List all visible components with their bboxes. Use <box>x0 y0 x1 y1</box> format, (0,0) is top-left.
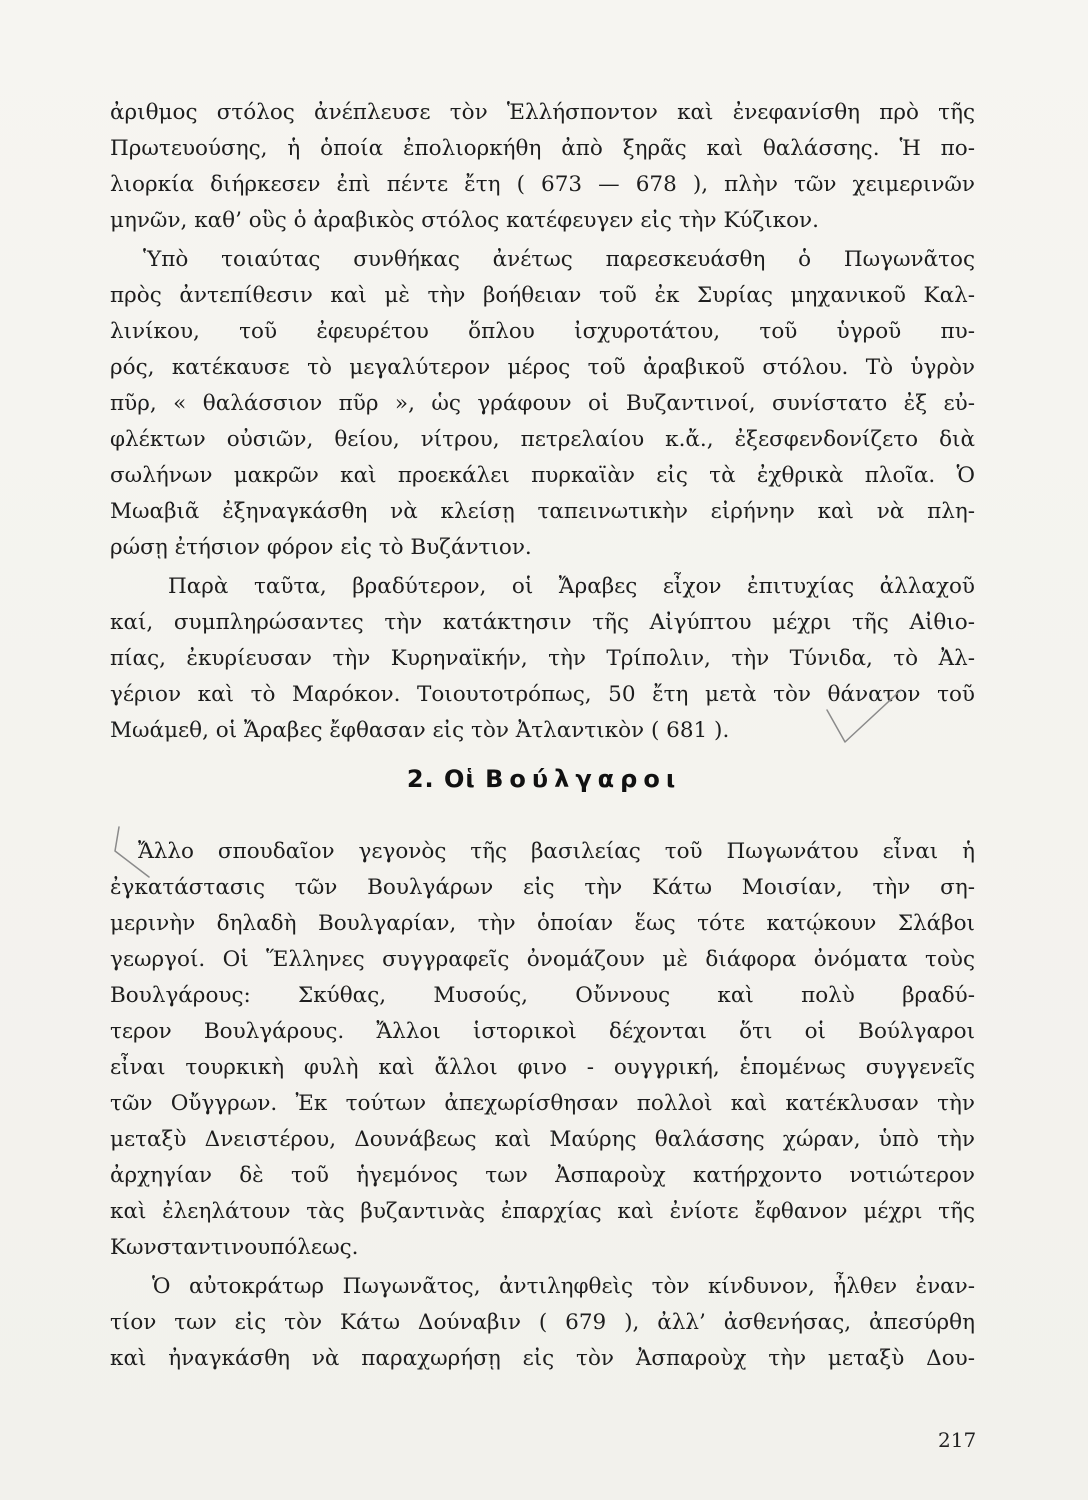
text-line: μηνῶν, καθ’ οὓς ὁ ἀραβικὸς στόλος κατέφευγεν εἰς τὴν Κύζικον. <box>110 208 819 233</box>
text-line: λιορκία διήρκεσεν ἐπὶ πέντε ἔτη ( 673 — 678 ), πλὴν τῶν χειμερινῶν <box>110 172 975 197</box>
section-number: 2. <box>406 765 435 793</box>
page-number: 217 <box>938 1428 977 1452</box>
section-heading <box>0 765 1088 793</box>
text-line: σωλήνων μακρῶν καὶ προεκάλει πυρκαϊὰν εἰς τὰ ἐχθρικὰ πλοῖα. Ὁ <box>110 463 975 488</box>
text-line: Παρὰ ταῦτα, βραδύτερον, οἱ Ἄραβες εἶχον ἐπιτυχίας ἀλλαχοῦ <box>168 574 975 599</box>
pencil-check-mark-icon <box>825 688 905 750</box>
text-line: Βουλγάρους: Σκύθας, Μυσούς, Οὔννους καὶ πολὺ βραδύ- <box>110 983 975 1008</box>
text-line: Ἄλλο σπουδαῖον γεγονὸς τῆς βασιλείας τοῦ Πωγωνάτου εἶναι ἡ <box>138 839 975 864</box>
text-line: Κωνσταντινουπόλεως. <box>110 1235 359 1260</box>
text-line: γέριον καὶ τὸ Μαρόκον. Τοιουτοτρόπως, 50 ἔτη μετὰ τὸν θάνατον τοῦ <box>110 682 975 707</box>
text-line: τερον Βουλγάρους. Ἄλλοι ἱστορικοὶ δέχονται ὅτι οἱ Βούλγαροι <box>110 1019 975 1044</box>
text-line: καί, συμπληρώσαντες τὴν κατάκτησιν τῆς Αἰγύπτου μέχρι τῆς Αἰθιο- <box>110 610 975 635</box>
text-line: Ὁ αὐτοκράτωρ Πωγωνᾶτος, ἀντιληφθεὶς τὸν κίνδυνον, ἦλθεν ἐναν- <box>152 1274 975 1299</box>
text-line: πρὸς ἀντεπίθεσιν καὶ μὲ τὴν βοήθειαν τοῦ ἐκ Συρίας μηχανικοῦ Καλ- <box>110 283 975 308</box>
pencil-margin-mark-icon <box>105 825 155 880</box>
text-line: λινίκου, τοῦ ἐφευρέτου ὅπλου ἰσχυροτάτου, τοῦ ὑγροῦ πυ- <box>110 319 975 344</box>
section-article: Οἱ <box>444 765 476 793</box>
text-line: τῶν Οὔγγρων. Ἐκ τούτων ἀπεχωρίσθησαν πολλοὶ καὶ κατέκλυσαν τὴν <box>110 1091 975 1116</box>
text-line: μερινὴν δηλαδὴ Βουλγαρίαν, τὴν ὁποίαν ἕως τότε κατῴκουν Σλάβοι <box>110 911 975 936</box>
text-line: τίον των εἰς τὸν Κάτω Δούναβιν ( 679 ), ἀλλ’ ἀσθενήσας, ἀπεσύρθη <box>110 1310 975 1335</box>
text-line: πίας, ἐκυρίευσαν τὴν Κυρηναϊκήν, τὴν Τρίπολιν, τὴν Τύνιδα, τὸ Ἀλ- <box>110 646 975 671</box>
text-line: πῦρ, « θαλάσσιον πῦρ », ὡς γράφουν οἱ Βυζαντινοί, συνίστατο ἐξ εὐ- <box>110 391 975 416</box>
text-line: εἶναι τουρκικὴ φυλὴ καὶ ἄλλοι φινο - ουγγρική, ἑπομένως συγγενεῖς <box>110 1055 975 1080</box>
text-line: ἐγκατάστασις τῶν Βουλγάρων εἰς τὴν Κάτω Μοισίαν, τὴν ση- <box>110 875 975 900</box>
text-line: Μωάμεθ, οἱ Ἄραβες ἔφθασαν εἰς τὸν Ἀτλαντικὸν ( 681 ). <box>110 718 730 743</box>
text-line: Πρωτευούσης, ἡ ὁποία ἐπολιορκήθη ἀπὸ ξηρᾶς καὶ θαλάσσης. Ἡ πο- <box>110 136 975 161</box>
text-line: καὶ ἠναγκάσθη νὰ παραχωρήσῃ εἰς τὸν Ἀσπαροὺχ τὴν μεταξὺ Δου- <box>110 1346 975 1371</box>
section-title: Βούλγαροι <box>485 765 682 793</box>
text-line: ἀριθμος στόλος ἀνέπλευσε τὸν Ἑλλήσποντον καὶ ἐνεφανίσθη πρὸ τῆς <box>110 100 975 125</box>
text-line: Μωαβιᾶ ἐξηναγκάσθη νὰ κλείσῃ ταπεινωτικὴν εἰρήνην καὶ νὰ πλη- <box>110 499 975 524</box>
text-line: μεταξὺ Δνειστέρου, Δουνάβεως καὶ Μαύρης θαλάσσης χώραν, ὑπὸ τὴν <box>110 1127 975 1152</box>
text-line: Ὑπὸ τοιαύτας συνθήκας ἀνέτως παρεσκευάσθη ὁ Πωγωνᾶτος <box>143 247 975 272</box>
text-line: ρώσῃ ἐτήσιον φόρον εἰς τὸ Βυζάντιον. <box>110 535 532 560</box>
text-line: γεωργοί. Οἱ Ἕλληνες συγγραφεῖς ὀνομάζουν μὲ διάφορα ὀνόματα τοὺς <box>110 947 975 972</box>
text-line: ἀρχηγίαν δὲ τοῦ ἡγεμόνος των Ἀσπαροὺχ κατήρχοντο νοτιώτερον <box>110 1163 975 1188</box>
text-line: καὶ ἐλεηλάτουν τὰς βυζαντινὰς ἐπαρχίας καὶ ἐνίοτε ἔφθανον μέχρι τῆς <box>110 1199 975 1224</box>
text-line: ρός, κατέκαυσε τὸ μεγαλύτερον μέρος τοῦ ἀραβικοῦ στόλου. Τὸ ὑγρὸν <box>110 355 975 380</box>
text-line: φλέκτων οὐσιῶν, θείου, νίτρου, πετρελαίου κ.ἄ., ἐξεσφενδονίζετο διὰ <box>110 427 975 452</box>
